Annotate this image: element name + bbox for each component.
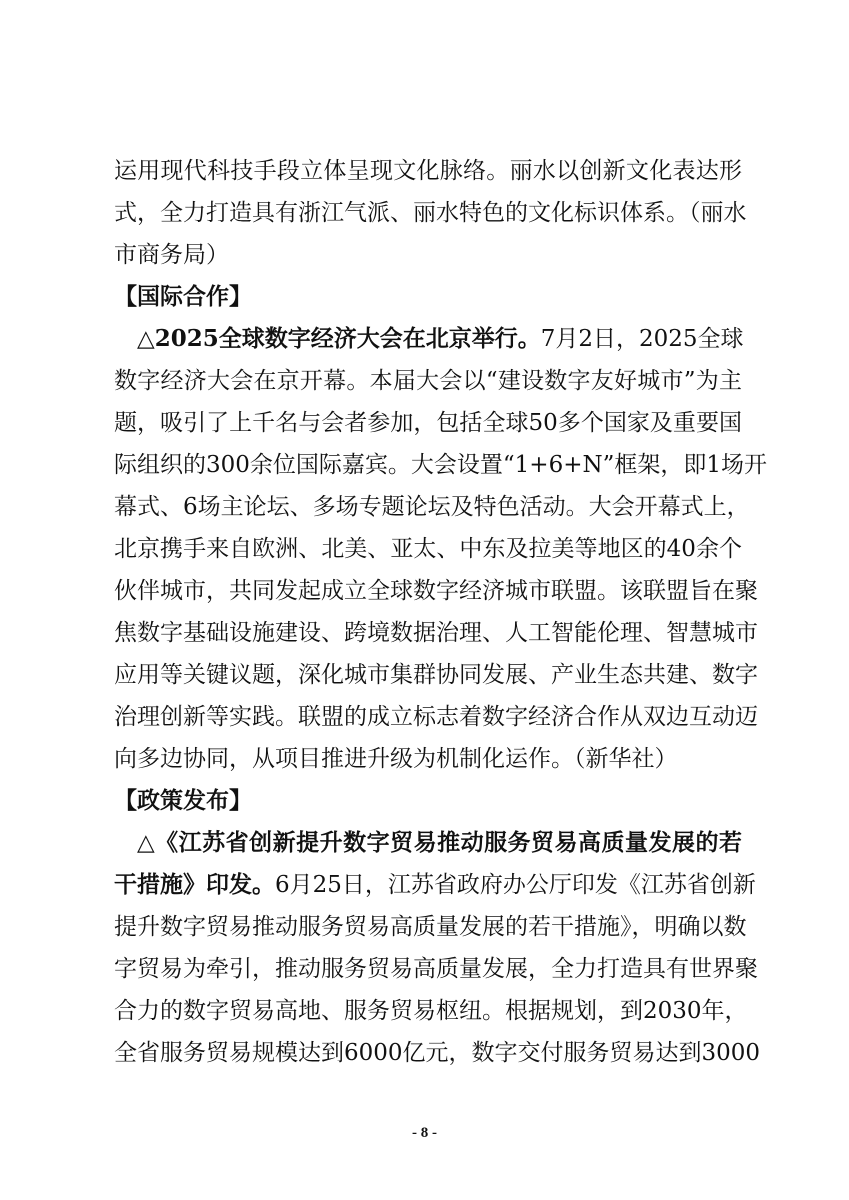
intl-line-1-rest: 7月2日，2025全球 bbox=[540, 326, 744, 352]
intl-news-title: △2025全球数字经济大会在北京举行。 bbox=[137, 325, 541, 352]
intro-line-1: 运用现代科技手段立体呈现文化脉络。丽水以创新文化表达形 bbox=[114, 158, 742, 184]
intl-line: 题，吸引了上千名与会者参加，包括全球50多个国家及重要国 bbox=[114, 410, 742, 436]
intl-line: 向多边协同，从项目推进升级为机制化运作。（新华社） bbox=[114, 746, 678, 772]
intl-line: 伙伴城市，共同发起成立全球数字经济城市联盟。该联盟旨在聚 bbox=[114, 578, 758, 604]
intl-line: 焦数字基础设施建设、跨境数据治理、人工智能伦理、智慧城市 bbox=[114, 620, 758, 646]
page-number: - 8 - bbox=[412, 1125, 437, 1141]
intl-line: 治理创新等实践。联盟的成立标志着数字经济合作从双边互动迈 bbox=[114, 704, 758, 730]
intl-line: 北京携手来自欧洲、北美、亚太、中东及拉美等地区的40余个 bbox=[114, 536, 742, 562]
policy-line: 字贸易为牵引，推动服务贸易高质量发展，全力打造具有世界聚 bbox=[114, 956, 758, 982]
intl-line: 幕式、6场主论坛、多场专题论坛及特色活动。大会开幕式上， bbox=[114, 494, 750, 520]
intl-line: 数字经济大会在京开幕。本届大会以“建设数字友好城市”为主 bbox=[114, 368, 742, 394]
policy-line-2-rest: 6月25日，江苏省政府办公厅印发《江苏省创新 bbox=[275, 872, 756, 898]
policy-title-line-2 bbox=[114, 864, 756, 906]
intro-line-3: 市商务局） bbox=[114, 242, 229, 268]
policy-title-line-1: △《江苏省创新提升数字贸易推动服务贸易高质量发展的若 bbox=[137, 829, 742, 856]
policy-line: 提升数字贸易推动服务贸易高质量发展的若干措施》，明确以数 bbox=[114, 914, 747, 940]
intl-line: 际组织的300余位国际嘉宾。大会设置“1+6+N”框架，即1场开 bbox=[114, 452, 767, 478]
section-heading-international: 【国际合作】 bbox=[114, 283, 252, 310]
document-body bbox=[114, 150, 767, 1074]
section-heading-policy: 【政策发布】 bbox=[114, 787, 252, 814]
intro-line-2: 式，全力打造具有浙江气派、丽水特色的文化标识体系。（丽水 bbox=[114, 200, 747, 226]
policy-news-title-end: 干措施》印发。 bbox=[114, 871, 275, 898]
intl-line: 应用等关键议题，深化城市集群协同发展、产业生态共建、数字 bbox=[114, 662, 758, 688]
intl-title-line bbox=[114, 318, 742, 360]
policy-line: 全省服务贸易规模达到6000亿元，数字交付服务贸易达到3000 bbox=[114, 1040, 761, 1066]
policy-line: 合力的数字贸易高地、服务贸易枢纽。根据规划，到2030年， bbox=[114, 998, 748, 1024]
